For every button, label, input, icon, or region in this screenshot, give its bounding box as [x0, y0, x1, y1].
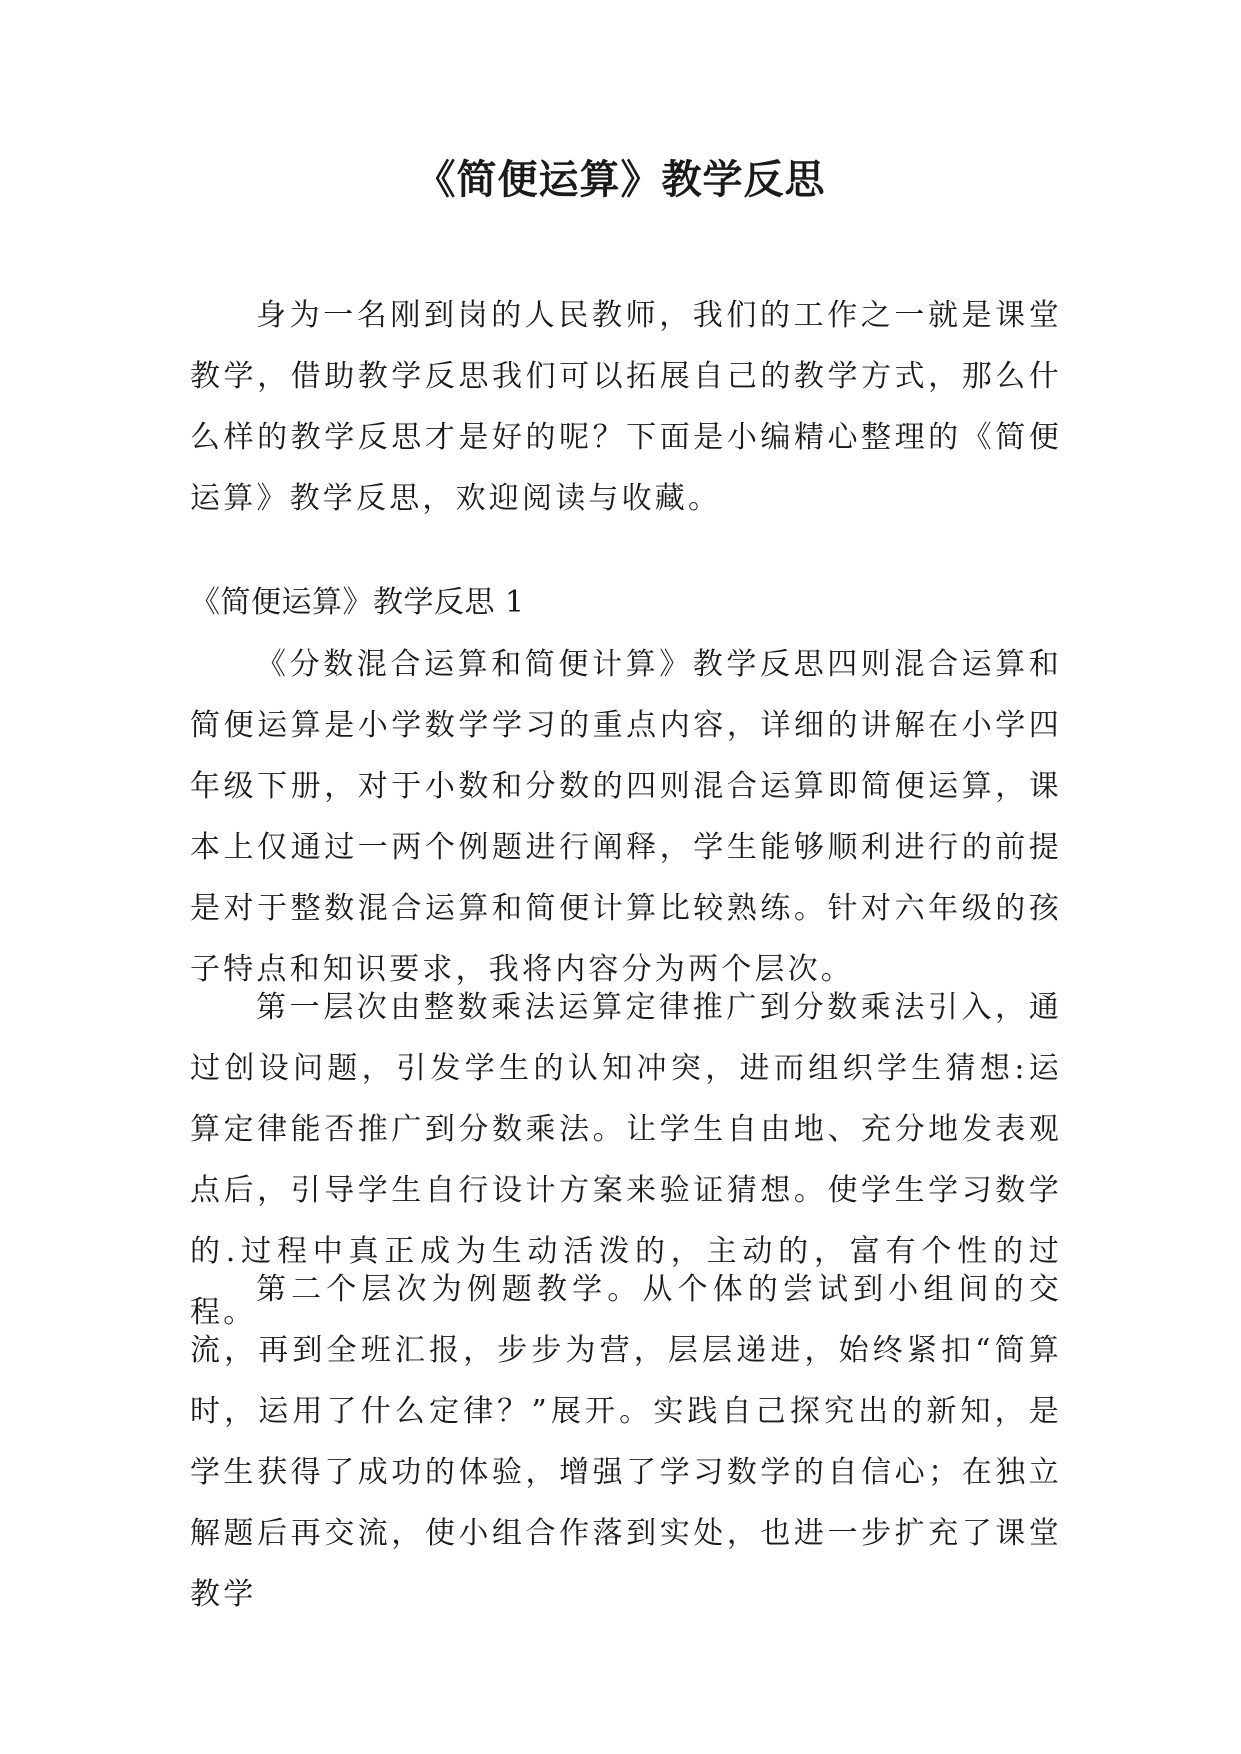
body-paragraph-3: 第二个层次为例题教学。从个体的尝试到小组间的交流，再到全班汇报，步步为营，层层递进，始终紧扣“简算时，运用了什么定律？”展开。实践自己探究出的新知，是学生获得了成功的体验，增强了学习数学的自信心；在独立解题后再交流，使小组合作落到实处，也进一步扩充了课堂教学 [190, 1272, 1062, 1612]
intro-paragraph: 身为一名刚到岗的人民教师，我们的工作之一就是课堂教学，借助教学反思我们可以拓展自己的教学方式，那么什么样的教学反思才是好的呢？下面是小编精心整理的《简便运算》教学反思，欢迎阅读与收藏。 [190, 298, 1062, 516]
body-paragraph-2: 第一层次由整数乘法运算定律推广到分数乘法引入，通过创设问题，引发学生的认知冲突，进而组织学生猜想:运算定律能否推广到分数乘法。让学生自由地、充分地发表观点后，引导学生自行设计方案来验证猜想。使学生学习数学的.过程中真正成为生动活泼的，主动的，富有个性的过程。 [190, 990, 1062, 1330]
section-heading: 《简便运算》教学反思 1 [190, 585, 525, 620]
document-title: 《简便运算》教学反思 [415, 156, 826, 203]
body-paragraph-1: 《分数混合运算和简便计算》教学反思四则混合运算和简便运算是小学数学学习的重点内容，详细的讲解在小学四年级下册，对于小数和分数的四则混合运算即简便运算，课本上仅通过一两个例题进行阐释，学生能够顺利进行的前提是对于整数混合运算和简便计算比较熟练。针对六年级的孩子特点和知识要求，我将内容分为两个层次。 [190, 647, 1062, 987]
